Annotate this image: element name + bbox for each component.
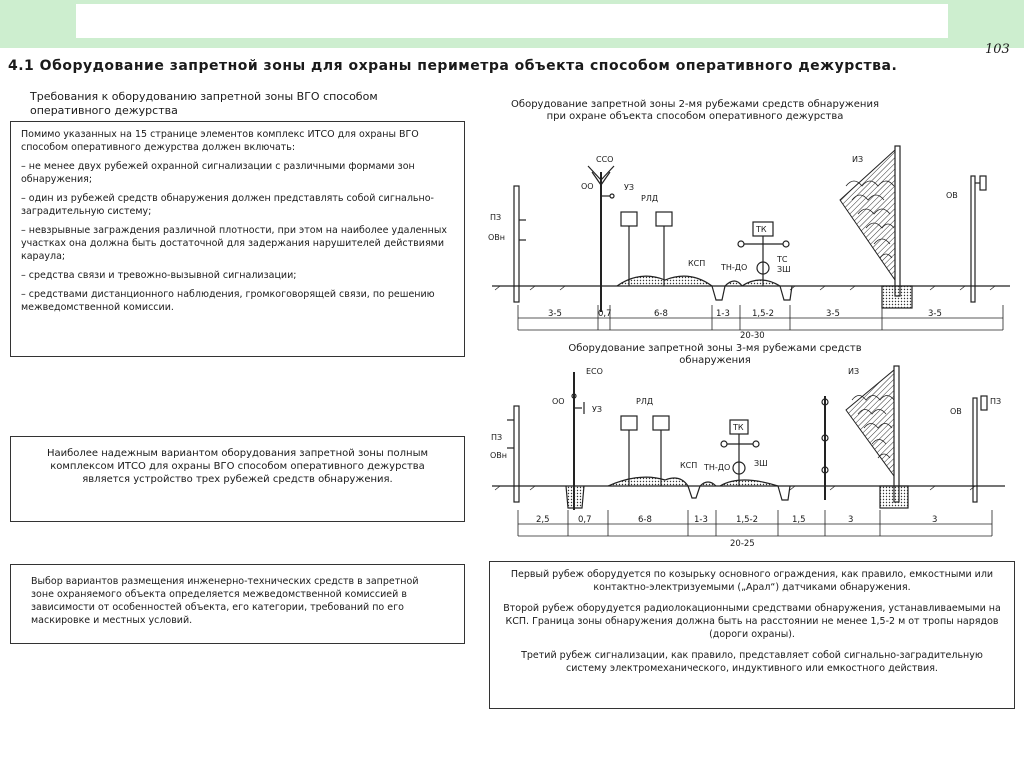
placement-choice-box: Выбор вариантов размещения инженерно-технических средств в запретной зоне охраняемого объекта определяется межведомственной комиссией в зависимости от особенностей объекта, его категории, требований по его маскировке и местных условий. <box>10 564 465 644</box>
first-line-text: Первый рубеж оборудуется по козырьку основного ограждения, как правило, емкостными или контактно-электризуемыми („Арал“) датчиками обнаружения. <box>510 569 994 593</box>
dim-value: 6-8 <box>638 515 652 525</box>
label-tndo: ТН-ДО <box>704 463 731 472</box>
dim-value: 3-5 <box>826 309 840 319</box>
label-ovn: ОВн <box>488 233 506 242</box>
label-pz: ПЗ <box>990 397 1002 406</box>
dim-value: 0,7 <box>578 515 592 525</box>
dim-value: 1,5 <box>792 515 806 525</box>
label-rld: РЛД <box>641 194 659 203</box>
dim-value: 1,5-2 <box>752 309 774 319</box>
dim-value: 6-8 <box>654 309 668 319</box>
page-number: 103 <box>985 42 1010 57</box>
main-fence <box>895 146 900 296</box>
label-ksp: КСП <box>688 259 706 268</box>
reliable-option-box: Наиболее надежным вариантом оборудования запретной зоны полным комплексом ИТСО для охраны ВГО способом оперативного дежурства является устройство трех рубежей средств обнаружения. <box>10 436 465 522</box>
page-title: 4.1 Оборудование запретной зоны для охраны периметра объекта способом оперативного дежурства. <box>8 58 898 74</box>
diagram2-title: Оборудование запретной зоны 3-мя рубежами средств обнаружения <box>568 343 862 366</box>
barbed-wire-canopy <box>846 370 894 476</box>
dim-value: 2,5 <box>536 515 550 525</box>
fence-foundation <box>880 486 908 508</box>
label-sso: ССО <box>596 155 614 164</box>
dim-total: 20-30 <box>740 331 765 341</box>
label-zsh: ЗШ <box>754 459 768 468</box>
label-oo: ОО <box>552 397 565 406</box>
diagram1-title: Оборудование запретной зоны 2-мя рубежами средств обнаружения при охране объекта способом оперативного дежурства <box>511 99 879 122</box>
rld-receiver <box>653 416 669 430</box>
rld-transmitter <box>621 416 637 430</box>
label-tndo: ТН-ДО <box>721 263 748 272</box>
inner-fence <box>514 406 519 502</box>
outer-fence <box>971 176 975 302</box>
label-ov: ОВ <box>946 191 958 200</box>
dim-value: 0,7 <box>598 309 612 319</box>
requirements-title: Требования к оборудованию запретной зоны ВГО способом оперативного дежурства <box>30 90 378 117</box>
fence-foundation <box>882 286 912 308</box>
barbed-wire-canopy <box>840 150 895 280</box>
dim-value: 3 <box>932 515 938 525</box>
label-rld: РЛД <box>636 397 654 406</box>
inner-fence <box>514 186 519 302</box>
requirement-item: – не менее двух рубежей охранной сигнализации с различными формами зон обнаружения; <box>21 161 415 185</box>
second-line-text: Второй рубеж оборудуется радиолокационными средствами обнаружения, устанавливаемыми на КСП. Граница зоны обнаружения должна быть на расстоянии не менее 1,5-2 м от тропы нарядов (дороги охраны). <box>503 603 1001 640</box>
label-tk: ТК <box>756 225 767 234</box>
label-iz: ИЗ <box>848 367 860 376</box>
dim-value: 1-3 <box>694 515 708 525</box>
diagram2-labels <box>490 367 1001 549</box>
dim-value: 1,5-2 <box>736 515 758 525</box>
label-iz: ИЗ <box>852 155 864 164</box>
dim-value: 3 <box>848 515 854 525</box>
label-ksp: КСП <box>680 461 698 470</box>
label-pz: ПЗ <box>490 213 502 222</box>
label-ov: ОВ <box>950 407 962 416</box>
main-fence <box>894 366 899 502</box>
label-ovn: ОВн <box>490 451 508 460</box>
label-pz-left: ПЗ <box>491 433 503 442</box>
label-oo: ОО <box>581 182 594 191</box>
diagram1 <box>492 146 1010 330</box>
ksp-strip <box>608 477 688 486</box>
rld-transmitter <box>621 212 637 226</box>
requirement-item: – один из рубежей средств обнаружения должен представлять собой сигнально-заградительную систему; <box>21 193 434 217</box>
dim-total: 20-25 <box>730 539 755 549</box>
third-line-text: Третий рубеж сигнализации, как правило, представляет собой сигнально-заградительную систему электромеханического, индуктивного или емкостного действия. <box>521 650 983 674</box>
requirements-intro: Помимо указанных на 15 странице элементов комплекс ИТСО для охраны ВГО способом оперативного дежурства должен включать: <box>21 129 419 153</box>
requirement-item: – невзрывные заграждения различной плотности, при этом на наиболее удаленных участках она должна быть достаточной для задержания нарушителей действиями караула; <box>21 225 447 262</box>
label-ts: ТС <box>777 255 788 264</box>
diagram2 <box>492 366 1005 536</box>
label-tk: ТК <box>733 423 744 432</box>
label-zsh: ЗШ <box>777 265 791 274</box>
requirement-item: – средства связи и тревожно-вызывной сигнализации; <box>21 270 297 281</box>
label-uz: УЗ <box>624 183 635 192</box>
dim-value: 3-5 <box>548 309 562 319</box>
rld-receiver <box>656 212 672 226</box>
dim-value: 1-3 <box>716 309 730 319</box>
label-uz: УЗ <box>592 405 603 414</box>
label-eso: ЕСО <box>586 367 603 376</box>
requirement-item: – средствами дистанционного наблюдения, громкоговорящей связи, по решению межведомственной комиссии. <box>21 289 435 313</box>
ditch <box>712 286 725 300</box>
dim-value: 3-5 <box>928 309 942 319</box>
